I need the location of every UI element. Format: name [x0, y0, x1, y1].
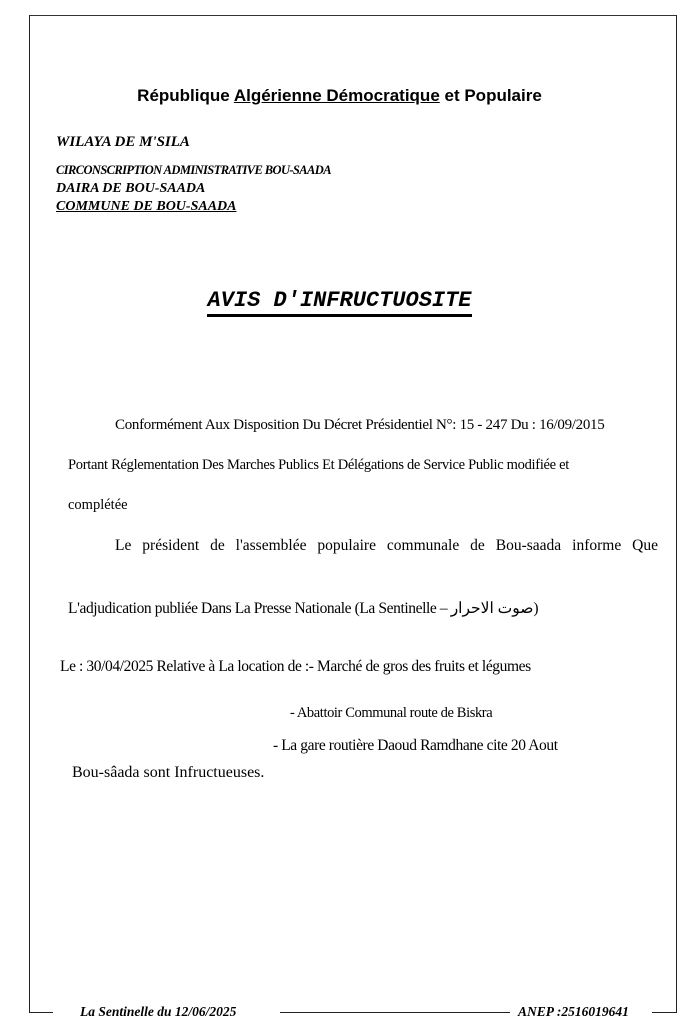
daira-label: DAIRA DE BOU-SAADA — [56, 181, 206, 196]
body-line: Conformément Aux Disposition Du Décret Présidentiel N°: 15 - 247 Du : 16/09/2015 — [115, 417, 605, 433]
footer-rule — [652, 1012, 676, 1013]
body-line: L'adjudication publiée Dans La Presse Nationale (La Sentinelle – صوت الاحرار) — [68, 600, 539, 617]
republic-part: et Populaire — [439, 86, 542, 105]
footer-anep: ANEP :2516019641 — [514, 1004, 633, 1020]
footer-newspaper: La Sentinelle du 12/06/2025 — [76, 1004, 240, 1020]
republic-part: République — [137, 86, 234, 105]
footer-rule — [29, 1012, 53, 1013]
notice-title — [0, 288, 679, 313]
republic-part: Algérienne Démocratique — [233, 86, 440, 105]
closing-line: Bou-sâada sont Infructueuses. — [72, 764, 265, 781]
body-line: Le : 30/04/2025 Relative à La location de :- Marché de gros des fruits et légumes — [60, 658, 531, 675]
list-item: - Abattoir Communal route de Biskra — [290, 705, 493, 721]
circonscription-label: CIRCONSCRIPTION ADMINISTRATIVE BOU-SAADA — [56, 163, 331, 177]
body-line: Portant Réglementation Des Marches Publics Et Délégations de Service Public modifiée et — [68, 457, 570, 473]
wilaya-label: WILAYA DE M'SILA — [56, 134, 190, 150]
republic-heading — [0, 86, 679, 106]
list-item: - La gare routière Daoud Ramdhane cite 20 Aout — [273, 737, 558, 754]
body-line: complétée — [68, 497, 128, 513]
commune-label: COMMUNE DE BOU-SAADA — [56, 199, 237, 214]
body-line: Le président de l'assemblée populaire communale de Bou-saada informe Que — [115, 537, 658, 554]
notice-title-text: AVIS D'INFRUCTUOSITE — [207, 288, 471, 317]
footer-rule — [280, 1012, 510, 1013]
